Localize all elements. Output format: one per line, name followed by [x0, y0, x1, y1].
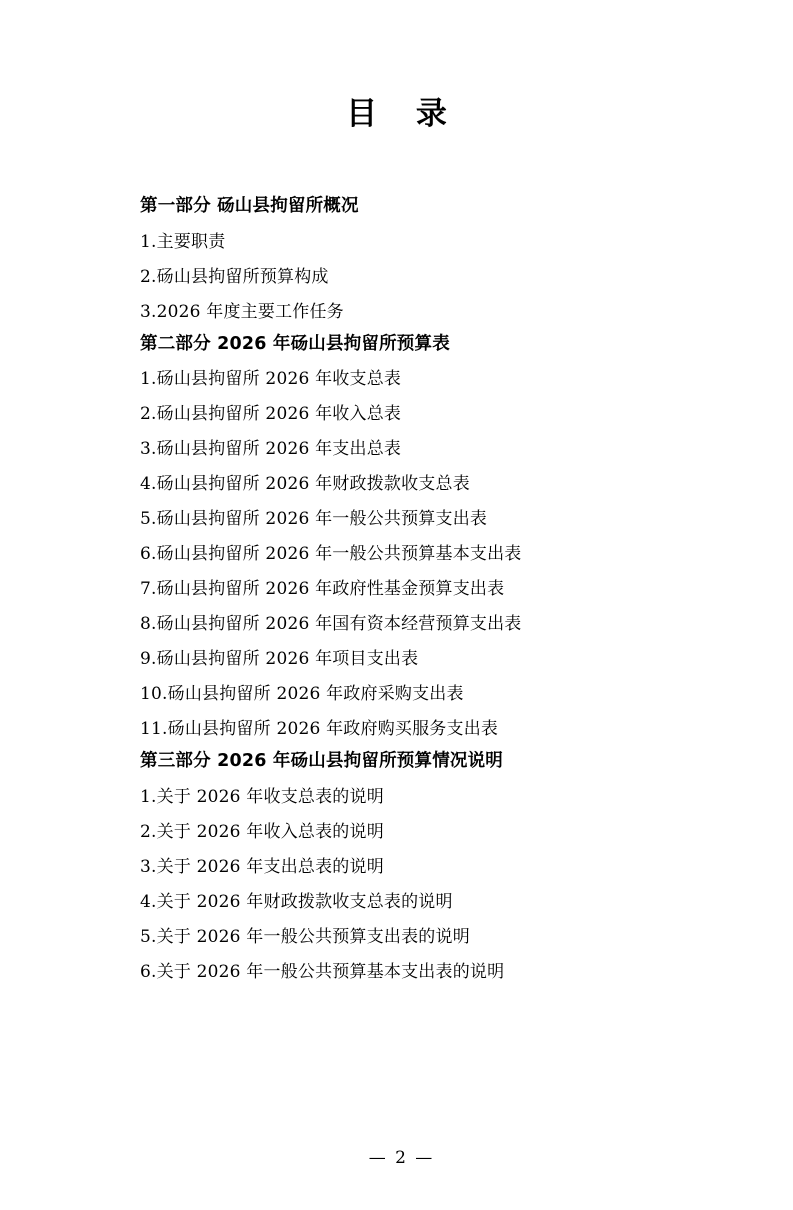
toc-entry[interactable]: 7.砀山县拘留所 2026 年政府性基金预算支出表 [140, 579, 505, 599]
page-title: 目 录 [346, 96, 461, 132]
toc-entry[interactable]: 3.砀山县拘留所 2026 年支出总表 [140, 439, 402, 459]
toc-entry[interactable]: 1.关于 2026 年收支总表的说明 [140, 786, 384, 807]
toc-entry[interactable]: 2.砀山县拘留所 2026 年收入总表 [140, 404, 402, 424]
toc-entry[interactable]: 5.关于 2026 年一般公共预算支出表的说明 [140, 926, 470, 947]
toc-entry[interactable]: 4.关于 2026 年财政拨款收支总表的说明 [140, 891, 453, 912]
toc-entry[interactable]: 3.关于 2026 年支出总表的说明 [140, 856, 384, 877]
toc-section-heading[interactable]: 第一部分 砀山县拘留所概况 [140, 196, 359, 216]
toc-section-heading[interactable]: 第二部分 2026 年砀山县拘留所预算表 [140, 333, 450, 354]
toc-entry[interactable]: 9.砀山县拘留所 2026 年项目支出表 [140, 649, 419, 669]
toc-entry[interactable]: 3.2026 年度主要工作任务 [140, 301, 344, 322]
toc-entry[interactable]: 6.关于 2026 年一般公共预算基本支出表的说明 [140, 961, 505, 982]
toc-section-heading[interactable]: 第三部分 2026 年砀山县拘留所预算情况说明 [140, 751, 503, 771]
page-number: — 2 — [368, 1148, 435, 1168]
toc-entry[interactable]: 2.砀山县拘留所预算构成 [140, 266, 329, 287]
toc-entry[interactable]: 11.砀山县拘留所 2026 年政府购买服务支出表 [140, 719, 499, 739]
toc-entry[interactable]: 6.砀山县拘留所 2026 年一般公共预算基本支出表 [140, 544, 522, 564]
table-of-contents [0, 189, 793, 981]
document-page [0, 88, 793, 1210]
toc-entry[interactable]: 5.砀山县拘留所 2026 年一般公共预算支出表 [140, 509, 488, 529]
toc-entry[interactable]: 2.关于 2026 年收入总表的说明 [140, 821, 384, 842]
toc-entry[interactable]: 1.砀山县拘留所 2026 年收支总表 [140, 369, 402, 389]
toc-entry[interactable]: 8.砀山县拘留所 2026 年国有资本经营预算支出表 [140, 614, 522, 634]
toc-entry[interactable]: 1.主要职责 [140, 231, 226, 252]
toc-entry[interactable]: 10.砀山县拘留所 2026 年政府采购支出表 [140, 684, 464, 704]
toc-entry[interactable]: 4.砀山县拘留所 2026 年财政拨款收支总表 [140, 474, 470, 494]
